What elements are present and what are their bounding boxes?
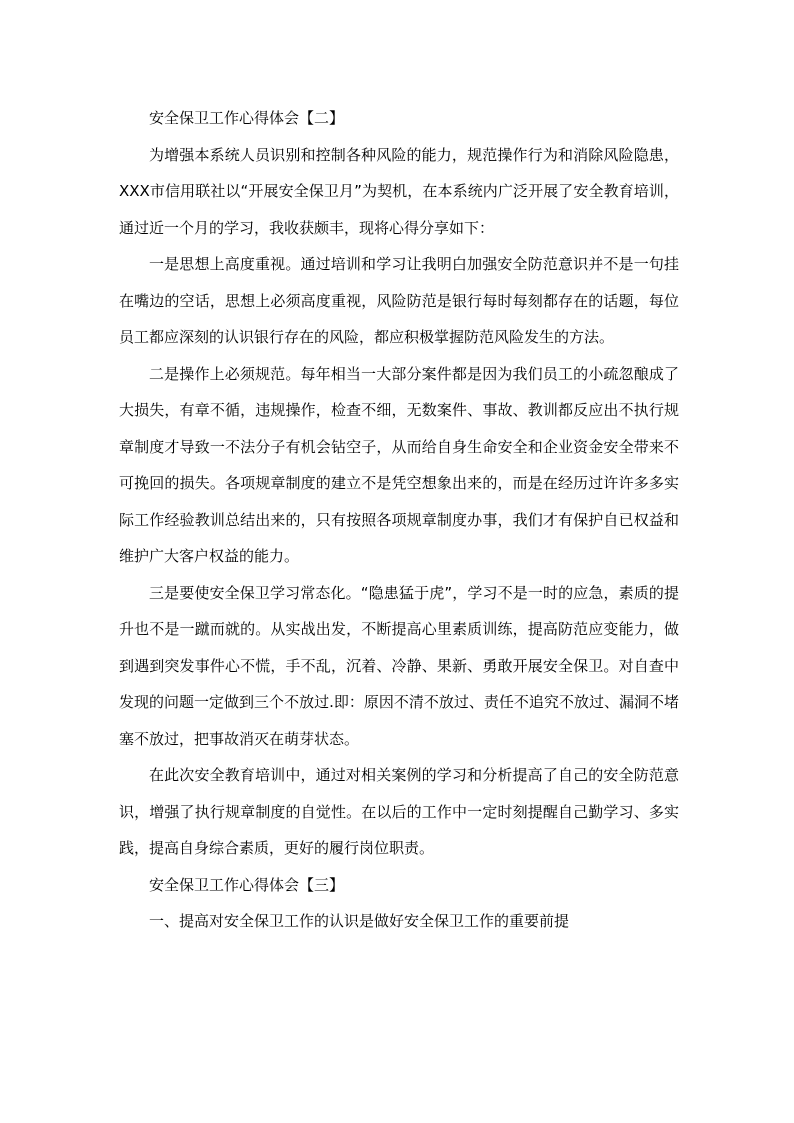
paragraph-intro: 为增强本系统人员识别和控制各种风险的能力，规范操作行为和消除风险隐患，XXX市信用联社以“开展安全保卫月”为契机，在本系统内广泛开展了安全教育培训，通过近一个月的学习，我收获颇丰，现将心得分享如下： — [119, 145, 679, 237]
paragraph-conclusion: 在此次安全教育培训中，通过对相关案例的学习和分析提高了自己的安全防范意识，增强了执行规章制度的自觉性。在以后的工作中一定时刻提醒自己勤学习、多实践，提高自身综合素质，更好的履行岗位职责。 — [119, 766, 679, 857]
section-heading-2: 安全保卫工作心得体会【二】 — [149, 109, 345, 127]
section-heading-3: 安全保卫工作心得体会【三】 — [149, 875, 345, 894]
paragraph-point-1: 一是思想上高度重视。通过培训和学习让我明白加强安全防范意识并不是一句挂在嘴边的空话，思想上必须高度重视，风险防范是银行每时每刻都存在的话题，每位员工都应深刻的认识银行存在的风险，都应积极掌握防范风险发生的方法。 — [119, 255, 679, 346]
paragraph-section3-point-1: 一、提高对安全保卫工作的认识是做好安全保卫工作的重要前提 — [149, 912, 570, 930]
paragraph-point-3: 三是要使安全保卫学习常态化。“隐患猛于虎”，学习不是一时的应急，素质的提升也不是一蹴而就的。从实战出发，不断提高心里素质训练，提高防范应变能力，做到遇到突发事件心不慌，手不乱，沉着、冷静、果新、勇敢开展安全保卫。对自查中发现的问题一定做到三个不放过.即：原因不清不放过、责任不追究不放过、漏洞不堵塞不放过，把事故消灭在萌芽状态。 — [119, 583, 679, 748]
paragraph-point-2: 二是操作上必须规范。每年相当一大部分案件都是因为我们员工的小疏忽酿成了大损失，有章不循，违规操作，检查不细，无数案件、事故、教训都反应出不执行规章制度才导致一不法分子有机会钻空子，从而给自身生命安全和企业资金安全带来不可挽回的损失。各项规章制度的建立不是凭空想象出来的，而是在经历过许许多多实际工作经验教训总结出来的，只有按照各项规章制度办事，我们才有保护自已权益和维护广大客户权益的能力。 — [119, 364, 679, 565]
document-body — [119, 100, 679, 940]
